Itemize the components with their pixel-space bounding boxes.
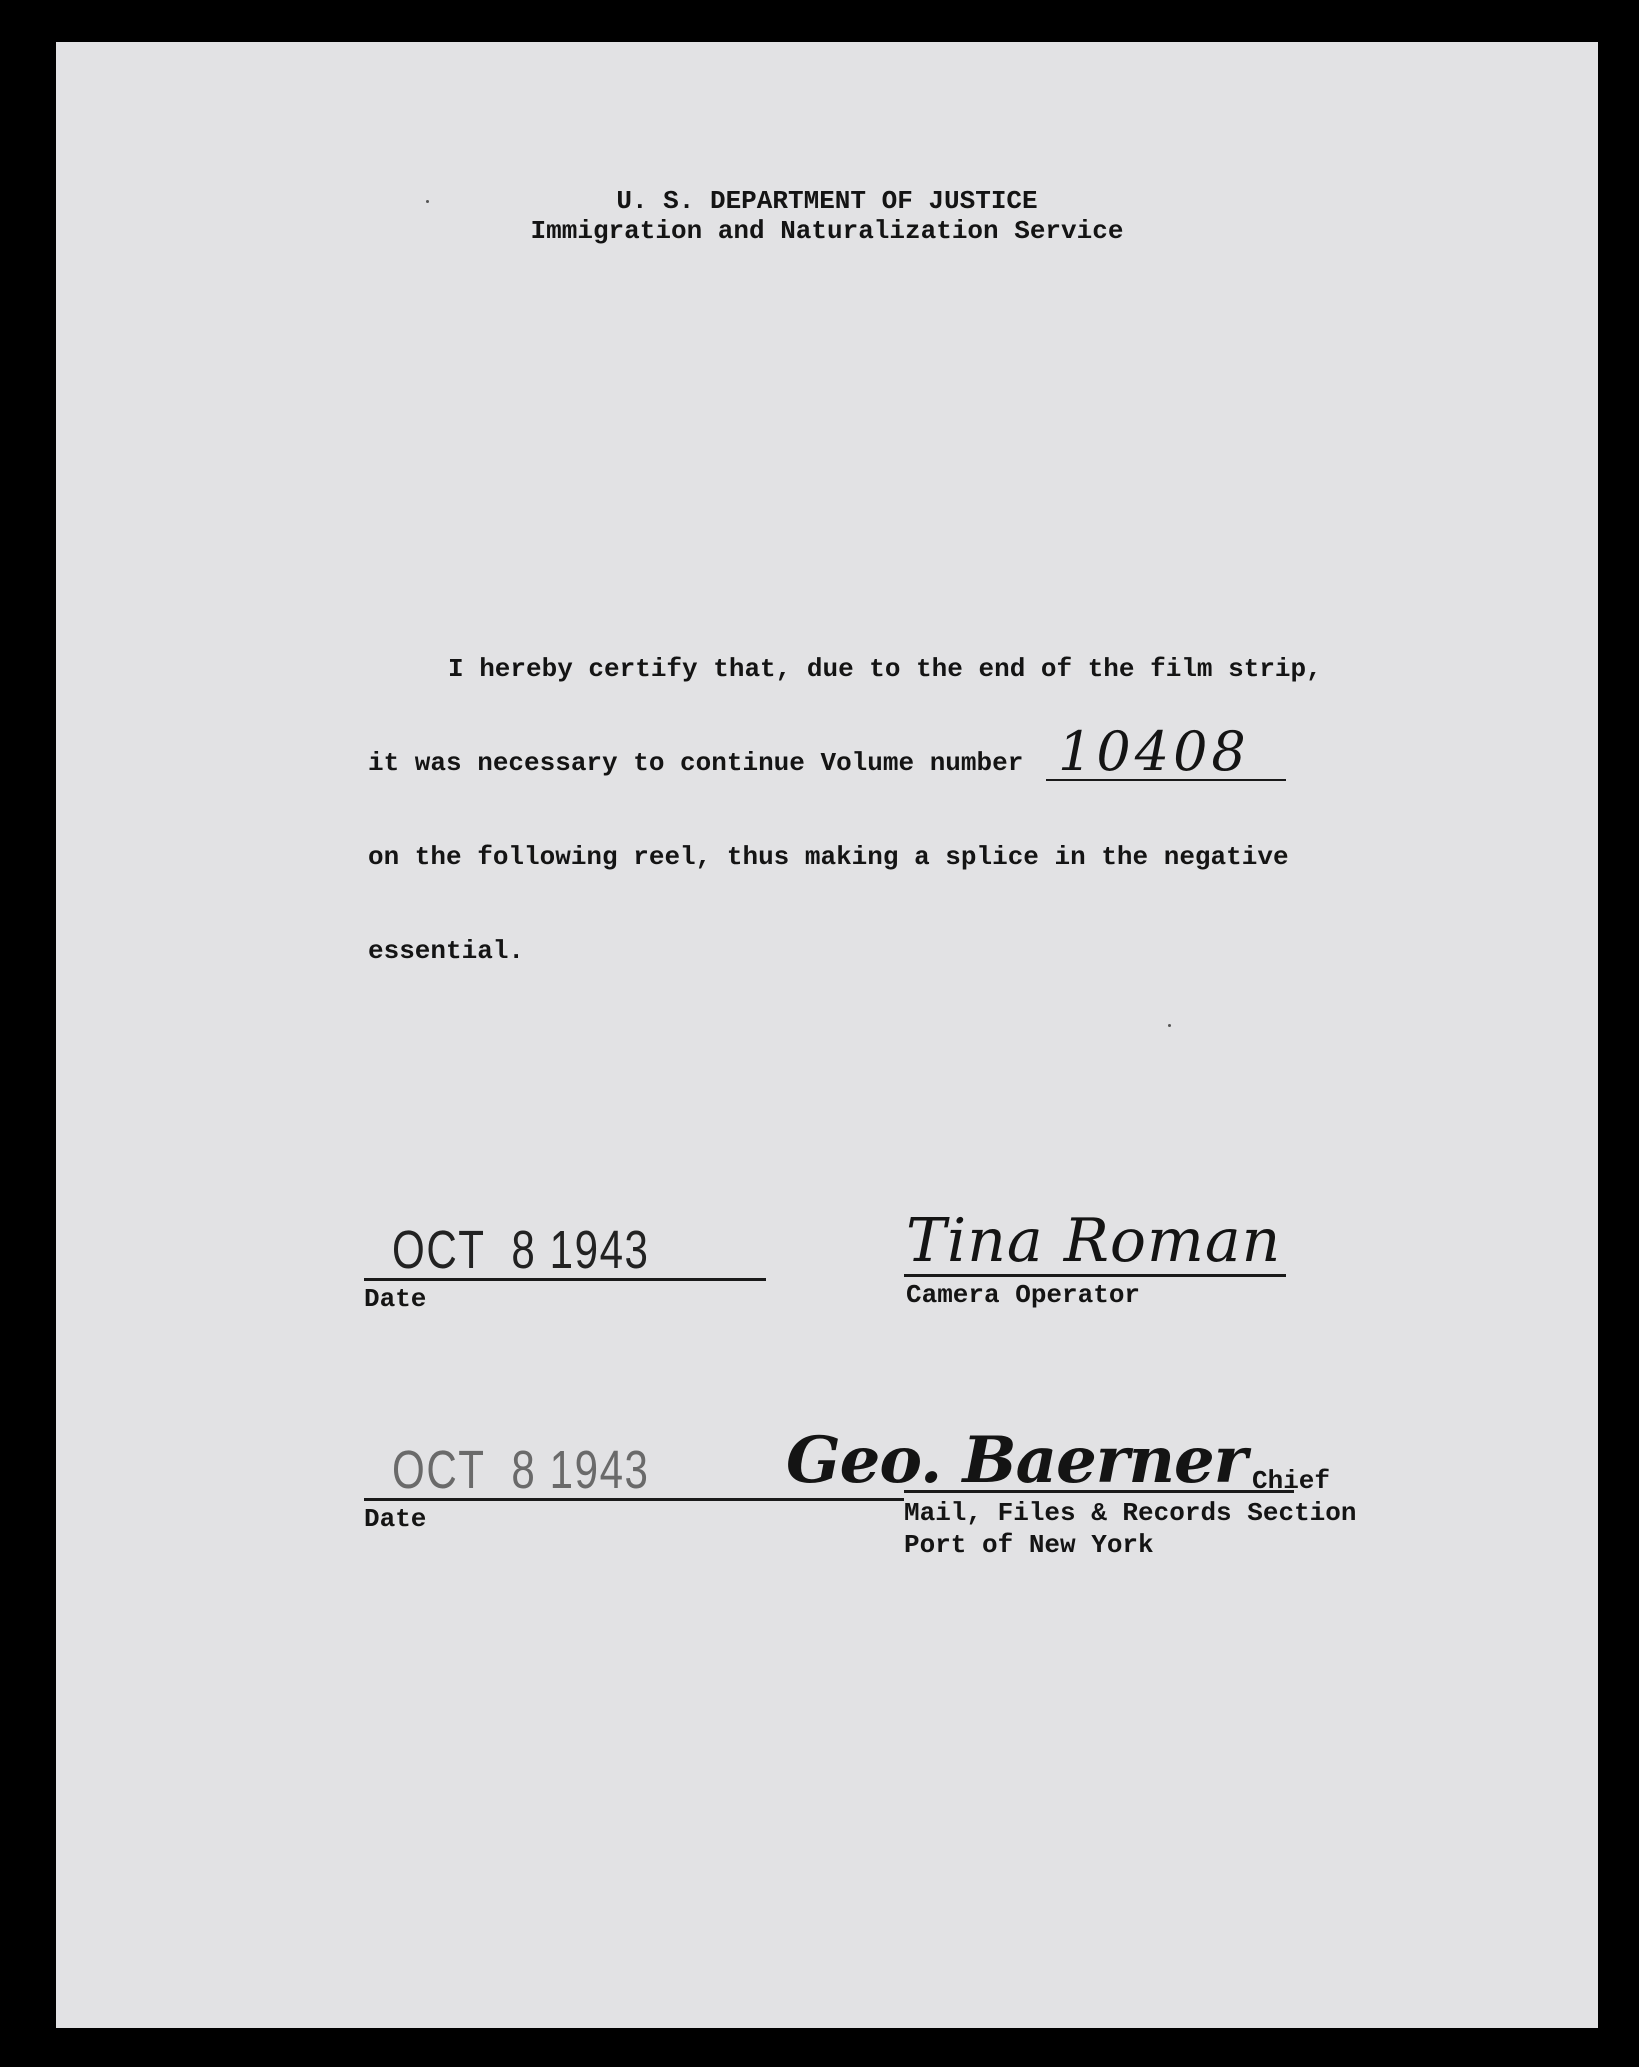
volume-number-line: [1046, 779, 1286, 781]
chief-title: Chief: [1252, 1466, 1331, 1496]
camera-operator-signature: Tina Roman: [906, 1206, 1282, 1276]
camera-operator-label: Camera Operator: [906, 1280, 1141, 1310]
header-agency: U. S. DEPARTMENT OF JUSTICE: [616, 186, 1038, 216]
chief-department: Mail, Files & Records Section: [904, 1498, 1357, 1528]
volume-number-handwritten: 10408: [1058, 720, 1250, 783]
signature-line-2: [904, 1490, 1294, 1493]
certification-line-2: it was necessary to continue Volume number: [368, 748, 1024, 778]
document-page: [56, 42, 1598, 2028]
date-stamp-2: OCT 8 1943: [392, 1440, 650, 1500]
certification-line-3: on the following reel, thus making a splice in the negative: [368, 842, 1289, 872]
certification-line-1: I hereby certify that, due to the end of the film strip,: [448, 654, 1322, 684]
date-line-1: [364, 1278, 766, 1281]
chief-signature: Geo. Baerner: [786, 1423, 1247, 1498]
date-label-2: Date: [364, 1504, 427, 1534]
date-label-1: Date: [364, 1284, 427, 1314]
date-line-2: [364, 1498, 904, 1501]
date-stamp-1: OCT 8 1943: [392, 1220, 650, 1280]
header-service: Immigration and Naturalization Service: [530, 216, 1124, 246]
paper-speck: [1168, 1024, 1171, 1027]
chief-location: Port of New York: [904, 1530, 1154, 1560]
certification-line-4: essential.: [368, 936, 525, 966]
signature-line-1: [904, 1274, 1286, 1277]
